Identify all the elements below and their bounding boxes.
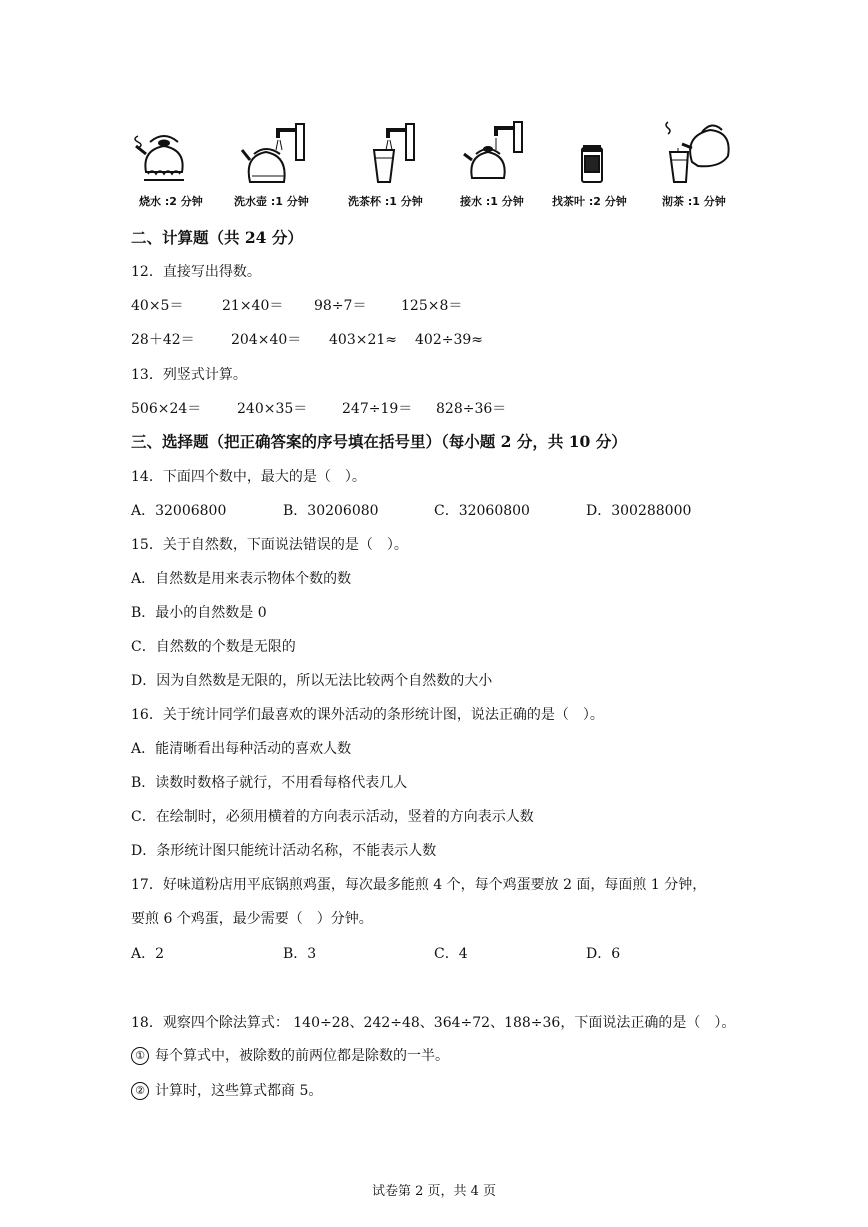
- option-d: D．300288000: [586, 503, 692, 519]
- option-b: B．最小的自然数是 0: [131, 605, 267, 621]
- option-c: C．4: [434, 946, 468, 962]
- statement-text: 每个算式中，被除数的前两位都是除数的一半。: [155, 1048, 449, 1064]
- option-c: C．32060800: [434, 503, 530, 519]
- question-prompt: 18．观察四个除法算式： 140÷28、242÷48、364÷72、188÷36，下面说法正确的是（ ）。: [131, 1015, 736, 1031]
- option-a: A．2: [131, 946, 165, 962]
- question-prompt: 14．下面四个数中，最大的是（ ）。: [131, 469, 366, 485]
- option-d: D．因为自然数是无限的，所以无法比较两个自然数的大小: [131, 673, 493, 689]
- kettle-on-fire-icon: [128, 128, 200, 186]
- calc-item: 204×40＝: [231, 332, 302, 348]
- option-a: A．能清晰看出每种活动的喜欢人数: [131, 741, 352, 757]
- question-prompt-cont: 要煎 6 个鸡蛋，最少需要（ ）分钟。: [131, 911, 373, 927]
- calc-item: 21×40＝: [222, 298, 284, 314]
- cup-under-tap-icon: [362, 120, 422, 186]
- kettle-under-tap-icon: [240, 120, 310, 190]
- option-d: D．6: [586, 946, 621, 962]
- calc-item: 40×5＝: [131, 298, 184, 314]
- step-caption: 找茶叶 :2 分钟: [552, 195, 627, 208]
- question-prompt: 13．列竖式计算。: [131, 367, 247, 383]
- option-a: A．自然数是用来表示物体个数的数: [131, 571, 352, 587]
- question-prompt: 16．关于统计同学们最喜欢的课外活动的条形统计图，说法正确的是（ ）。: [131, 707, 604, 723]
- page-footer: 试卷第 2 页，共 4 页: [371, 1184, 497, 1199]
- calc-item: 28＋42＝: [131, 332, 195, 348]
- question-prompt: 17．好味道粉店用平底锅煎鸡蛋，每次最多能煎 4 个，每个鸡蛋要放 2 面，每面煎 1 分钟，: [131, 877, 707, 893]
- kettle-filling-icon: [462, 120, 530, 186]
- section-title: 三、选择题（把正确答案的序号填在括号里）（每小题 2 分，共 10 分）: [131, 432, 627, 451]
- option-b: B．3: [283, 946, 317, 962]
- statement-number: ①: [131, 1047, 149, 1065]
- calc-item: 403×21≈: [329, 332, 397, 348]
- calc-item: 240×35＝: [237, 401, 308, 417]
- calc-item: 828÷36＝: [436, 401, 507, 417]
- section-title: 二、计算题（共 24 分）: [131, 228, 303, 247]
- step-caption: 接水 :1 分钟: [460, 195, 524, 208]
- statement-2: [131, 1082, 322, 1100]
- calc-item: 125×8＝: [401, 298, 463, 314]
- statement-1: [131, 1047, 449, 1065]
- calc-item: 506×24＝: [131, 401, 202, 417]
- tea-can-icon: [578, 144, 606, 186]
- calc-item: 247÷19＝: [342, 401, 413, 417]
- statement-text: 计算时，这些算式都商 5。: [155, 1083, 323, 1099]
- step-caption: 烧水 :2 分钟: [139, 195, 203, 208]
- step-caption: 洗水壶 :1 分钟: [234, 195, 309, 208]
- statement-number: ②: [131, 1082, 149, 1100]
- step-caption: 洗茶杯 :1 分钟: [348, 195, 423, 208]
- question-prompt: 15．关于自然数，下面说法错误的是（ ）。: [131, 537, 408, 553]
- option-b: B．30206080: [283, 503, 379, 519]
- pouring-tea-icon: [662, 118, 736, 188]
- calc-item: 98÷7＝: [314, 298, 367, 314]
- option-d: D．条形统计图只能统计活动名称，不能表示人数: [131, 843, 437, 859]
- option-a: A．32006800: [131, 503, 227, 519]
- option-c: C．在绘制时，必须用横着的方向表示活动，竖着的方向表示人数: [131, 809, 534, 825]
- step-caption: 沏茶 :1 分钟: [662, 195, 726, 208]
- question-prompt: 12．直接写出得数。: [131, 264, 261, 280]
- option-c: C．自然数的个数是无限的: [131, 639, 296, 655]
- option-b: B．读数时数格子就行，不用看每格代表几人: [131, 775, 408, 791]
- calc-item: 402÷39≈: [415, 332, 483, 348]
